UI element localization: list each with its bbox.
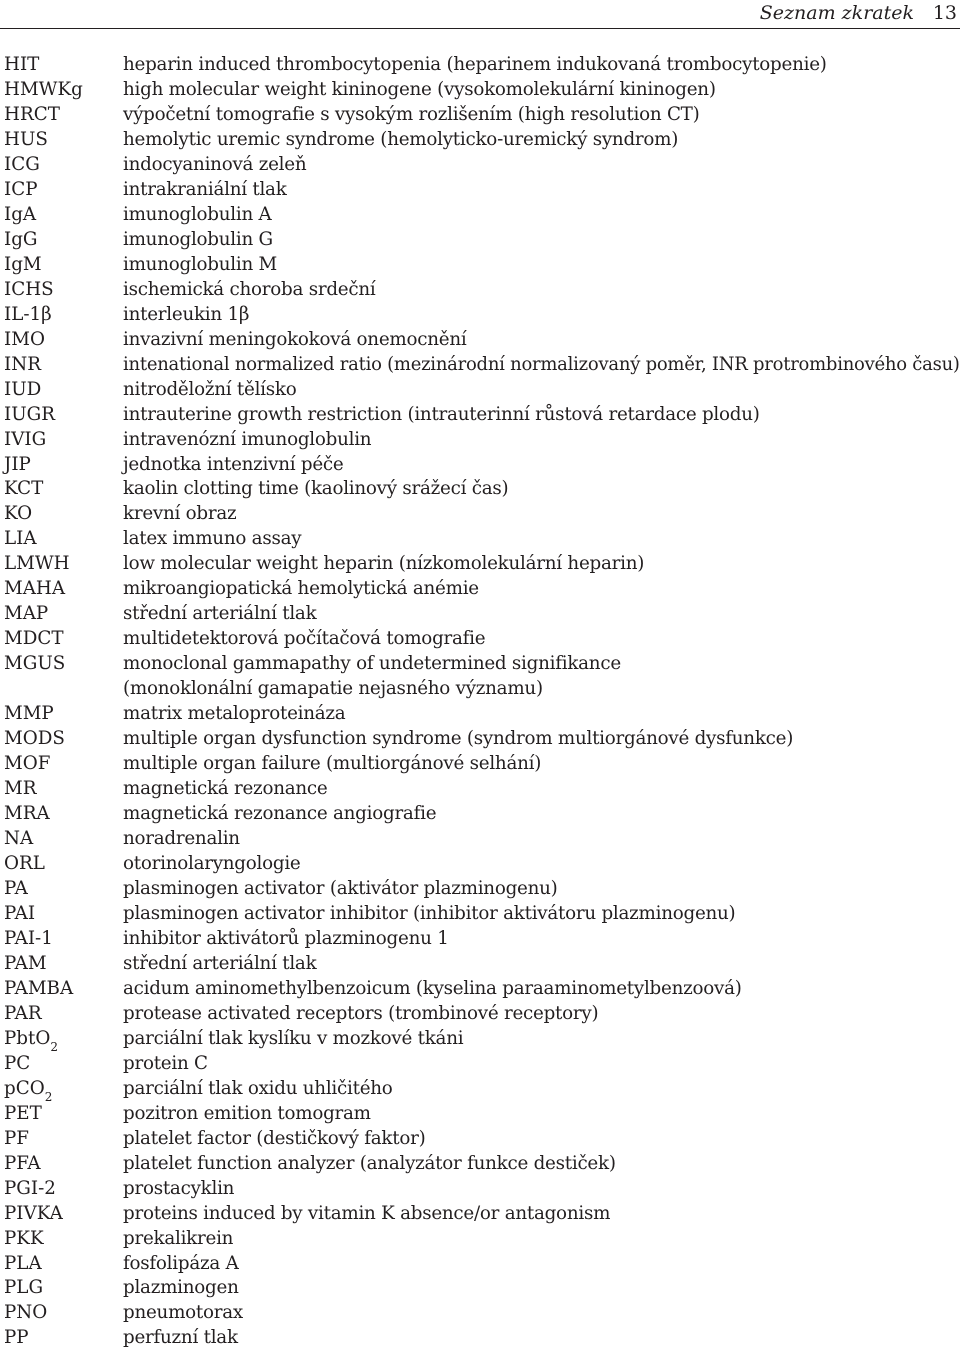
abbreviation-row: [4, 1152, 960, 1177]
abbreviation-description-line: platelet factor (destičkový faktor): [123, 1127, 426, 1149]
abbreviation-term-text: IUGR: [4, 403, 55, 425]
abbreviation-description: [123, 1326, 238, 1351]
abbreviation-term-text: PAMBA: [4, 977, 74, 999]
abbreviation-row: [4, 378, 960, 403]
abbreviation-description-line: intenational normalized ratio (mezinárodní normalizovaný poměr, INR protrombinového času): [123, 353, 960, 375]
abbreviation-term: [4, 1326, 122, 1351]
abbreviation-row: [4, 1227, 960, 1252]
abbreviation-description: [123, 1301, 243, 1326]
abbreviation-description-line: multidetektorová počítačová tomografie: [123, 628, 486, 650]
abbreviation-term: [4, 203, 122, 228]
abbreviation-term: [4, 153, 122, 178]
abbreviation-term-text: MODS: [4, 728, 65, 750]
abbreviation-description: [123, 977, 742, 1002]
abbreviation-term-text: MDCT: [4, 628, 64, 650]
abbreviation-description: [123, 78, 716, 103]
abbreviation-row: [4, 552, 960, 577]
abbreviation-row: [4, 952, 960, 977]
abbreviation-description: [123, 902, 735, 927]
abbreviation-term: [4, 827, 122, 852]
abbreviation-term-text: PAI: [4, 902, 36, 924]
abbreviation-description: [123, 53, 827, 78]
abbreviation-term-text: JIP: [4, 453, 31, 475]
abbreviation-term: [4, 253, 122, 278]
abbreviation-row: [4, 328, 960, 353]
abbreviation-description: [123, 353, 960, 378]
abbreviation-description-line: střední arteriální tlak: [123, 952, 317, 974]
abbreviation-row: [4, 428, 960, 453]
abbreviation-term-text: PC: [4, 1052, 31, 1074]
abbreviation-description: [123, 602, 316, 627]
abbreviation-term-text: MGUS: [4, 653, 66, 675]
abbreviation-row: [4, 1252, 960, 1277]
abbreviation-description: [123, 453, 343, 478]
abbreviation-term: [4, 1102, 122, 1127]
abbreviation-description-line: plasminogen activator inhibitor (inhibitor aktivátoru plazminogenu): [123, 902, 736, 924]
abbreviation-term: [4, 128, 122, 153]
abbreviation-row: [4, 702, 960, 727]
abbreviation-term: [4, 453, 122, 478]
abbreviation-description-line: perfuzní tlak: [123, 1327, 238, 1349]
abbreviation-term-text: IgA: [4, 203, 37, 225]
abbreviation-term: [4, 353, 122, 378]
abbreviation-term: [4, 53, 122, 78]
abbreviation-term-text: IgM: [4, 253, 42, 275]
abbreviation-term-text: PGI-2: [4, 1177, 56, 1199]
abbreviation-description: [123, 378, 296, 403]
abbreviation-term-text: PFA: [4, 1152, 41, 1174]
abbreviation-description-line: multiple organ failure (multiorgánové selhání): [123, 753, 542, 775]
abbreviation-description-line: fosfolipáza A: [123, 1252, 239, 1274]
abbreviation-term: [4, 902, 122, 927]
abbreviation-term-text: HIT: [4, 54, 40, 75]
abbreviation-description: [123, 1202, 610, 1227]
abbreviation-description: [123, 527, 301, 552]
abbreviation-term-text: PAI-1: [4, 927, 53, 949]
abbreviation-term: [4, 952, 122, 977]
abbreviation-term-text: PbtO: [4, 1027, 51, 1049]
abbreviation-description-line: inhibitor aktivátorů plazminogenu 1: [123, 927, 449, 949]
abbreviation-term: [4, 78, 122, 103]
abbreviation-description-line: imunoglobulin M: [123, 253, 278, 275]
abbreviation-row: [4, 103, 960, 128]
abbreviation-row: [4, 78, 960, 103]
abbreviation-term-text: ICG: [4, 153, 40, 175]
abbreviation-description-line: parciální tlak kyslíku v mozkové tkáni: [123, 1027, 464, 1049]
abbreviation-term-text: pCO: [4, 1077, 45, 1099]
abbreviation-row: [4, 1301, 960, 1326]
abbreviation-term: [4, 1127, 122, 1152]
abbreviation-description: [123, 253, 277, 278]
abbreviation-term-text: NA: [4, 828, 34, 850]
abbreviation-description: [123, 627, 485, 652]
abbreviation-description-line: imunoglobulin A: [123, 203, 272, 225]
abbreviation-term: [4, 1152, 122, 1177]
abbreviation-row: [4, 977, 960, 1002]
abbreviation-description: [123, 702, 345, 727]
abbreviation-description: [123, 403, 760, 428]
abbreviation-description: [123, 752, 541, 777]
abbreviation-description-line: krevní obraz: [123, 503, 237, 525]
abbreviation-term: [4, 802, 122, 827]
abbreviation-term: [4, 552, 122, 577]
abbreviation-term: [4, 627, 122, 652]
abbreviation-description: [123, 1152, 616, 1177]
abbreviation-row: [4, 1326, 960, 1351]
abbreviation-row: [4, 902, 960, 927]
abbreviation-description: [123, 1252, 239, 1277]
abbreviation-row: [4, 278, 960, 303]
abbreviation-description: [123, 228, 273, 253]
abbreviation-term-text: ORL: [4, 853, 45, 874]
abbreviation-row: [4, 1102, 960, 1127]
abbreviation-description-line: imunoglobulin G: [123, 228, 273, 250]
abbreviation-description-line: indocyaninová zeleň: [123, 153, 307, 175]
abbreviation-description-line: parciální tlak oxidu uhličitého: [123, 1077, 393, 1099]
abbreviation-term: [4, 702, 122, 727]
abbreviation-row: [4, 1127, 960, 1152]
abbreviation-term-text: INR: [4, 353, 41, 375]
abbreviation-description-line: proteins induced by vitamin K absence/or antagonism: [123, 1202, 611, 1224]
abbreviation-row: [4, 752, 960, 777]
abbreviation-row: [4, 1027, 960, 1052]
abbreviation-term-text: PLA: [4, 1252, 42, 1274]
abbreviation-description-line: hemolytic uremic syndrome (hemolyticko-uremický syndrom): [123, 128, 679, 150]
abbreviation-description: [123, 328, 466, 353]
abbreviation-term-text: IUD: [4, 378, 42, 400]
abbreviation-description-line: prostacyklin: [123, 1177, 235, 1199]
abbreviation-row: [4, 403, 960, 428]
abbreviation-term-text: MOF: [4, 753, 51, 775]
abbreviation-description: [123, 428, 371, 453]
abbreviation-description-line: otorinolaryngologie: [123, 853, 301, 874]
abbreviation-description-line: protein C: [123, 1052, 208, 1074]
abbreviation-row: [4, 1276, 960, 1301]
abbreviation-term: [4, 1052, 122, 1077]
abbreviation-term: [4, 477, 122, 502]
abbreviation-term-text: LIA: [4, 528, 37, 550]
abbreviation-description: [123, 1276, 239, 1301]
abbreviation-description-line: intrauterine growth restriction (intrauterinní růstová retardace plodu): [123, 403, 760, 425]
abbreviation-row: [4, 652, 960, 702]
abbreviation-description-line: noradrenalin: [123, 828, 240, 850]
section-title: Seznam zkratek: [759, 2, 914, 24]
abbreviation-row: [4, 627, 960, 652]
abbreviation-description-line: intravenózní imunoglobulin: [123, 428, 372, 450]
abbreviation-description-line: prekalikrein: [123, 1227, 234, 1249]
abbreviation-description: [123, 652, 621, 702]
abbreviation-row: [4, 927, 960, 952]
abbreviation-term-text: ICHS: [4, 278, 54, 300]
abbreviation-row: [4, 577, 960, 602]
abbreviation-row: [4, 1202, 960, 1227]
abbreviation-term: [4, 1227, 122, 1252]
abbreviation-term-text: MMP: [4, 703, 54, 725]
abbreviation-description: [123, 852, 301, 877]
abbreviation-term-text: MR: [4, 778, 37, 800]
abbreviation-term: [4, 1002, 122, 1027]
abbreviation-term-text: PF: [4, 1127, 29, 1149]
abbreviation-term: [4, 752, 122, 777]
abbreviation-description: [123, 727, 793, 752]
abbreviation-row: [4, 877, 960, 902]
abbreviation-term: [4, 1177, 122, 1202]
abbreviation-row: [4, 453, 960, 478]
abbreviation-row: [4, 303, 960, 328]
page-header: [0, 0, 960, 28]
abbreviation-term-text: IMO: [4, 328, 45, 350]
abbreviation-description: [123, 278, 375, 303]
abbreviation-row: [4, 777, 960, 802]
abbreviation-term-text: PAR: [4, 1002, 42, 1024]
abbreviation-term-text: KO: [4, 503, 33, 525]
abbreviation-description: [123, 178, 287, 203]
abbreviation-description: [123, 477, 508, 502]
abbreviation-description-line: (monoklonální gamapatie nejasného významu): [123, 678, 543, 700]
abbreviation-description-line: pozitron emition tomogram: [123, 1102, 371, 1124]
abbreviation-term: [4, 103, 122, 128]
abbreviation-term-text: IgG: [4, 228, 38, 250]
abbreviation-row: [4, 1177, 960, 1202]
abbreviation-term: [4, 852, 122, 877]
abbreviation-description: [123, 777, 327, 802]
abbreviation-term: [4, 652, 122, 677]
abbreviation-description: [123, 1077, 393, 1102]
abbreviation-term-text: PA: [4, 877, 28, 899]
abbreviation-row: [4, 502, 960, 527]
abbreviation-description: [123, 1127, 425, 1152]
abbreviation-term: [4, 777, 122, 802]
abbreviation-term-text: ICP: [4, 178, 38, 200]
abbreviation-description: [123, 1002, 598, 1027]
abbreviation-description: [123, 1102, 371, 1127]
abbreviation-term: [4, 428, 122, 453]
abbreviation-row: [4, 1002, 960, 1027]
abbreviation-term-text: PAM: [4, 952, 47, 974]
abbreviation-term-text: LMWH: [4, 553, 70, 575]
abbreviation-term: [4, 1202, 122, 1227]
abbreviation-description-line: ischemická choroba srdeční: [123, 278, 376, 300]
abbreviation-row: [4, 827, 960, 852]
abbreviation-row: [4, 178, 960, 203]
abbreviation-row: [4, 602, 960, 627]
abbreviation-row: [4, 1077, 960, 1102]
abbreviation-term: [4, 977, 122, 1002]
abbreviation-term-subscript: 2: [50, 1039, 58, 1054]
abbreviation-term: [4, 328, 122, 353]
abbreviation-description-line: invazivní meningokoková onemocnění: [123, 328, 467, 350]
abbreviation-description-line: intrakraniální tlak: [123, 178, 287, 200]
abbreviation-description-line: jednotka intenzivní péče: [123, 453, 344, 475]
abbreviation-description-line: mikroangiopatická hemolytická anémie: [123, 578, 479, 600]
abbreviation-term-text: KCT: [4, 478, 44, 500]
abbreviation-term: [4, 602, 122, 627]
abbreviation-term-text: HMWKg: [4, 78, 83, 100]
abbreviation-description: [123, 552, 644, 577]
abbreviation-description: [123, 802, 436, 827]
abbreviation-term: [4, 577, 122, 602]
abbreviation-term: [4, 877, 122, 902]
abbreviation-term-text: MAP: [4, 603, 49, 625]
abbreviation-term: [4, 1301, 122, 1326]
abbreviation-term-text: HUS: [4, 128, 48, 150]
abbreviation-term: [4, 228, 122, 253]
abbreviation-term-subscript: 2: [44, 1089, 53, 1104]
abbreviation-term-text: PKK: [4, 1227, 44, 1249]
abbreviation-description-line: high molecular weight kininogene (vysokomolekulární kininogen): [123, 78, 716, 100]
abbreviation-description: [123, 203, 272, 228]
abbreviation-term: [4, 303, 122, 328]
abbreviation-term-text: PNO: [4, 1302, 48, 1324]
abbreviation-description-line: matrix metaloproteináza: [123, 703, 346, 725]
abbreviation-list: [4, 53, 960, 1351]
abbreviation-description-line: střední arteriální tlak: [123, 603, 317, 625]
abbreviation-row: [4, 203, 960, 228]
abbreviation-term: [4, 378, 122, 403]
abbreviation-term-text: PLG: [4, 1277, 44, 1299]
abbreviation-row: [4, 852, 960, 877]
abbreviation-description: [123, 153, 306, 178]
abbreviation-description-line: heparin induced thrombocytopenia (heparinem indukovaná trombocytopenie): [123, 54, 827, 75]
abbreviation-term: [4, 278, 122, 303]
abbreviation-description-line: výpočetní tomografie s vysokým rozlišením (high resolution CT): [123, 103, 700, 125]
abbreviation-description: [123, 952, 316, 977]
abbreviation-description-line: plasminogen activator (aktivátor plazminogenu): [123, 877, 558, 899]
abbreviation-description: [123, 303, 249, 328]
abbreviation-term-text: PIVKA: [4, 1202, 63, 1224]
abbreviation-description: [123, 1177, 234, 1202]
abbreviation-term-text: MAHA: [4, 578, 66, 600]
abbreviation-term: [4, 927, 122, 952]
abbreviation-description: [123, 1227, 233, 1252]
abbreviation-description: [123, 927, 449, 952]
header-rule: [0, 28, 960, 29]
abbreviation-row: [4, 153, 960, 178]
abbreviation-term: [4, 178, 122, 203]
abbreviation-row: [4, 802, 960, 827]
abbreviation-row: [4, 128, 960, 153]
abbreviation-description: [123, 877, 558, 902]
abbreviation-row: [4, 253, 960, 278]
abbreviation-row: [4, 527, 960, 552]
abbreviation-row: [4, 53, 960, 78]
abbreviation-row: [4, 228, 960, 253]
abbreviation-description: [123, 577, 479, 602]
abbreviation-description: [123, 103, 700, 128]
abbreviation-term: [4, 1276, 122, 1301]
abbreviation-description: [123, 128, 678, 153]
abbreviation-description-line: low molecular weight heparin (nízkomolekulární heparin): [123, 553, 645, 575]
abbreviation-description-line: platelet function analyzer (analyzátor funkce destiček): [123, 1152, 616, 1174]
page-number: 13: [932, 2, 957, 24]
abbreviation-description-line: interleukin 1β: [123, 303, 250, 325]
abbreviation-description: [123, 827, 240, 852]
abbreviation-description-line: acidum aminomethylbenzoicum (kyselina paraaminometylbenzoová): [123, 977, 742, 999]
abbreviation-description-line: magnetická rezonance: [123, 778, 328, 800]
abbreviation-row: [4, 727, 960, 752]
abbreviation-term: [4, 502, 122, 527]
abbreviation-description: [123, 1027, 463, 1052]
abbreviation-description-line: monoclonal gammapathy of undetermined signifikance: [123, 653, 621, 675]
abbreviation-row: [4, 477, 960, 502]
abbreviation-row: [4, 353, 960, 378]
abbreviation-term-text: HRCT: [4, 103, 60, 125]
abbreviation-term-text: MRA: [4, 803, 50, 825]
abbreviation-description-line: protease activated receptors (trombinové receptory): [123, 1002, 599, 1024]
abbreviation-description-line: latex immuno assay: [123, 528, 302, 550]
abbreviation-description-line: pneumotorax: [123, 1302, 243, 1324]
abbreviation-term: [4, 727, 122, 752]
abbreviation-term: [4, 1027, 122, 1053]
abbreviation-term: [4, 403, 122, 428]
abbreviation-row: [4, 1052, 960, 1077]
abbreviation-description-line: nitroděložní tělísko: [123, 378, 297, 400]
abbreviation-term-text: PET: [4, 1102, 42, 1124]
abbreviation-term-text: IVIG: [4, 428, 47, 450]
abbreviation-description-line: multiple organ dysfunction syndrome (syndrom multiorgánové dysfunkce): [123, 728, 794, 750]
abbreviation-description: [123, 502, 236, 527]
abbreviation-term: [4, 527, 122, 552]
abbreviation-term-text: PP: [4, 1327, 29, 1349]
abbreviation-description-line: plazminogen: [123, 1277, 239, 1299]
abbreviation-description-line: magnetická rezonance angiografie: [123, 803, 437, 825]
abbreviation-description: [123, 1052, 208, 1077]
abbreviation-term-text: IL-1β: [4, 303, 52, 325]
abbreviation-description-line: kaolin clotting time (kaolinový srážecí čas): [123, 478, 509, 500]
abbreviation-term: [4, 1252, 122, 1277]
abbreviation-term: [4, 1077, 122, 1103]
